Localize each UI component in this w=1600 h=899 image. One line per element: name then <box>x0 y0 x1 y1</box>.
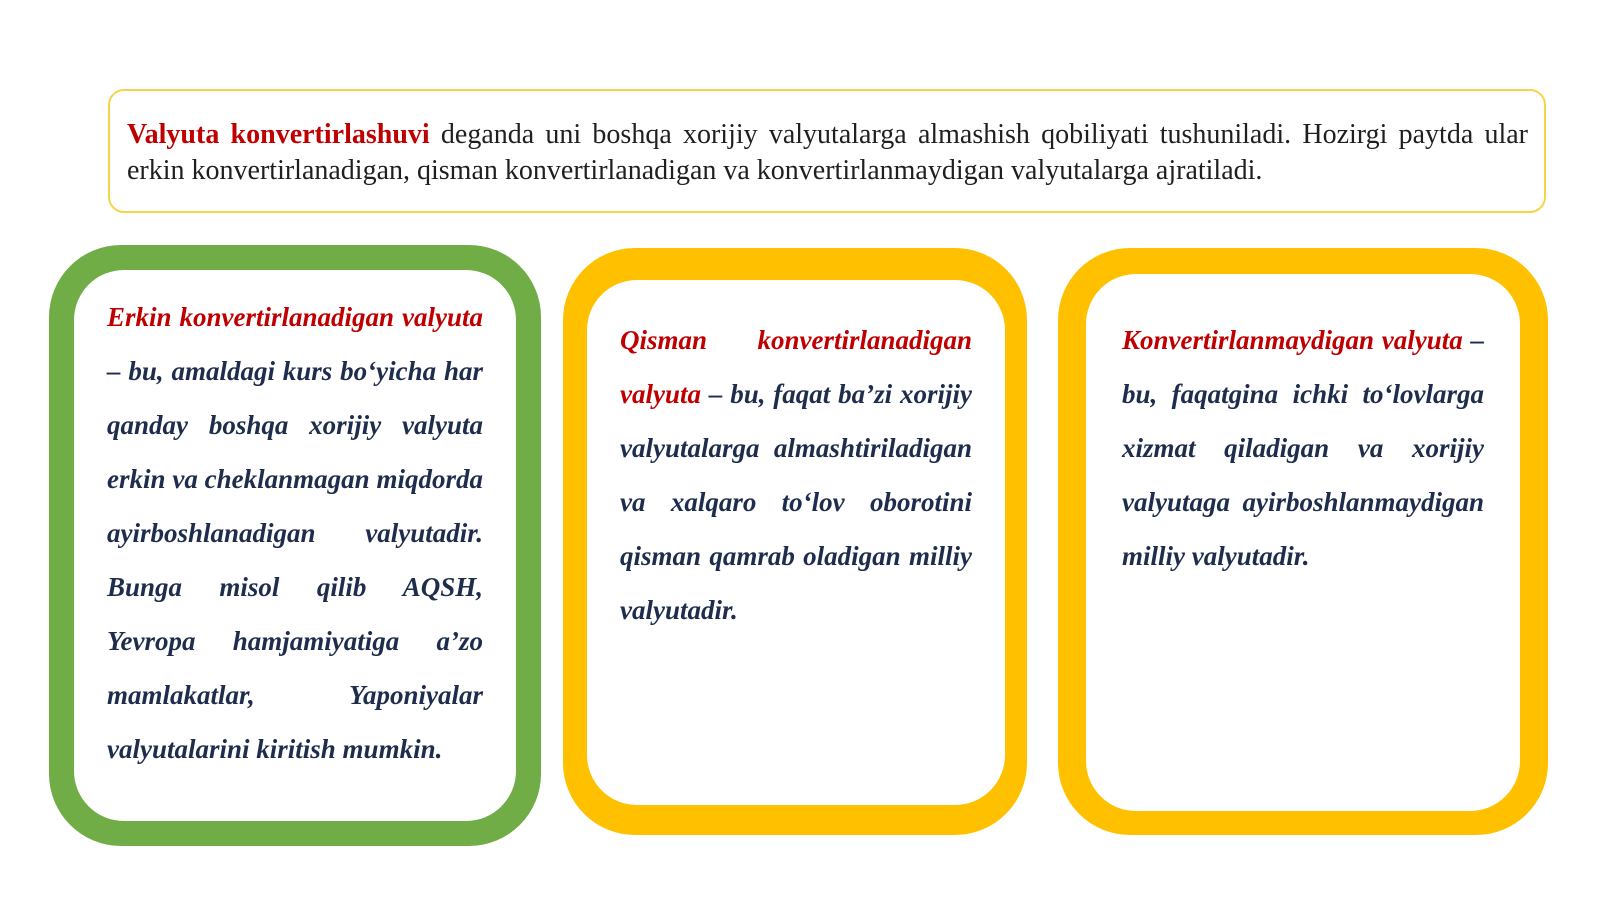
card-partially-convertible <box>563 248 1027 835</box>
card-partially-convertible-text <box>620 313 972 637</box>
card-free-convertible <box>49 245 541 846</box>
card-non-convertible-definition: – bu, faqatgina ichki to‘lovlarga xizmat qiladigan va xorijiy valyutaga ayirboshlanmaydigan milliy valyutadir. <box>1122 325 1484 571</box>
card-free-convertible-body <box>74 270 516 821</box>
intro-term: Valyuta konvertirlashuvi <box>127 119 430 150</box>
card-non-convertible-text <box>1122 313 1484 583</box>
intro-box <box>108 89 1546 213</box>
card-partially-convertible-definition: – bu, faqat ba’zi xorijiy valyutalarga almashtiriladigan va xalqaro to‘lov oborotini qisman qamrab oladigan milliy valyutadir. <box>620 379 972 625</box>
card-free-convertible-term: Erkin konvertirlanadigan valyuta <box>107 302 483 332</box>
card-non-convertible-body <box>1086 274 1520 811</box>
card-non-convertible <box>1058 248 1548 835</box>
card-partially-convertible-term: Qisman konvertirlanadigan valyuta <box>620 325 972 409</box>
intro-text: deganda uni boshqa xorijiy valyutalarga almashish qobiliyati tushuniladi. Hozirgi paytda ular erkin konvertirlanadigan, qisman konvertirlanadigan va konvertirlanmaydigan valyutalarga ajratiladi. <box>127 119 1528 186</box>
card-free-convertible-definition: – bu, amaldagi kurs bo‘yicha har qanday boshqa xorijiy valyuta erkin va cheklanmagan miqdorda ayirboshlanadigan valyutadir. Bunga misol qilib AQSH, Yevropa hamjamiyatiga a’zo mamlakatlar, Yaponiyalar valyutalarini kiritish mumkin. <box>107 356 483 764</box>
card-partially-convertible-body <box>587 280 1005 805</box>
card-free-convertible-text <box>107 290 483 776</box>
card-non-convertible-term: Konvertirlanmaydigan valyuta <box>1122 325 1463 355</box>
